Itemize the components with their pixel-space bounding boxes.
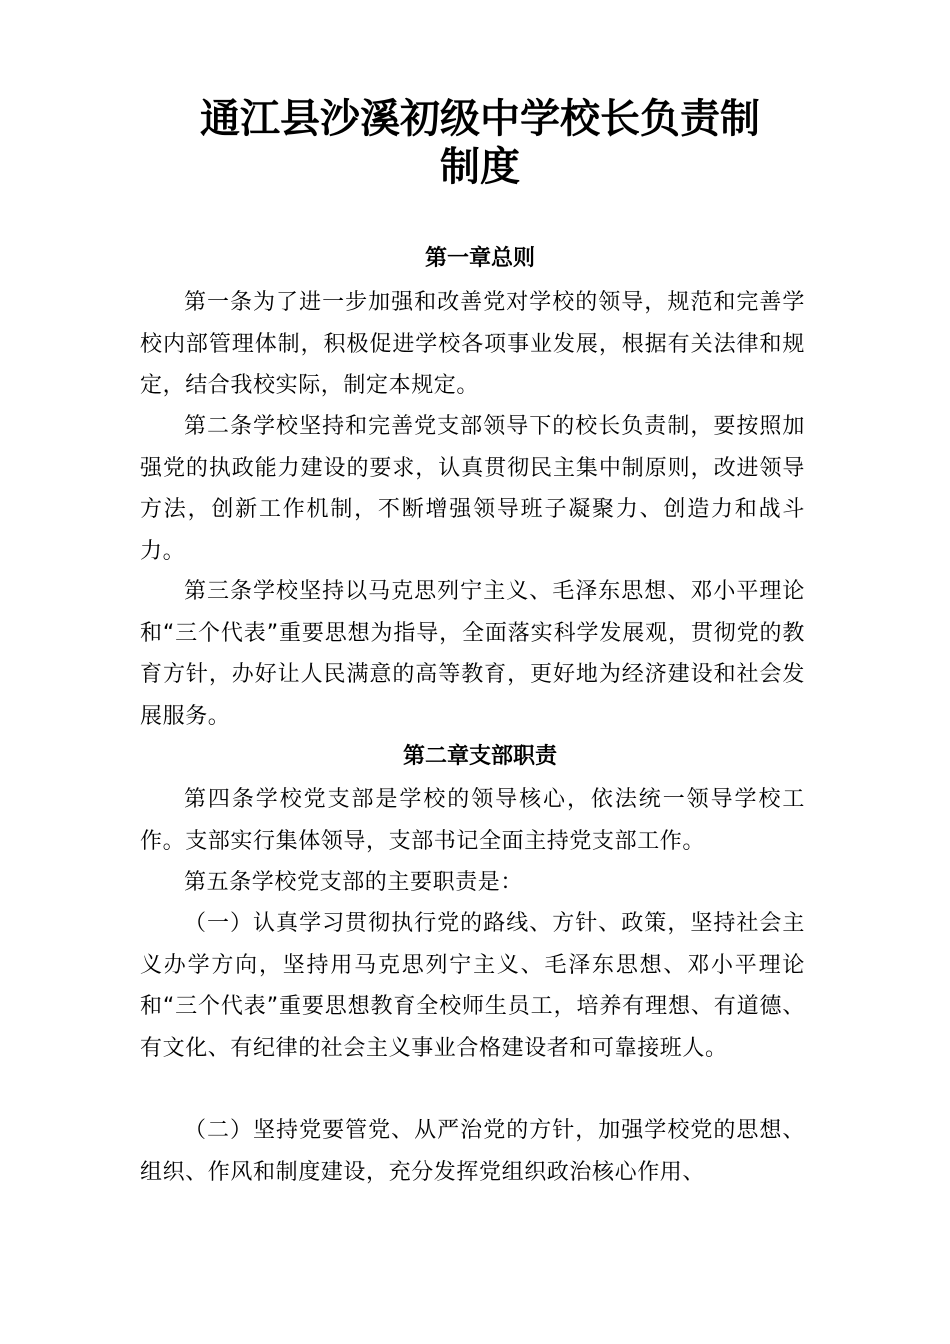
- chapter2-article4: 第四条学校党支部是学校的领导核心，依法统一领导学校工作。支部实行集体领导，支部书记全面主持党支部工作。: [140, 787, 805, 854]
- document-title-line2: 制度: [440, 144, 520, 190]
- document-title-line1: 通江县沙溪初级中学校长负责制: [200, 96, 760, 142]
- chapter1-article1: 第一条为了进一步加强和改善党对学校的领导，规范和完善学校内部管理体制，积极促进学校各项事业发展，根据有关法律和规定，结合我校实际，制定本规定。: [140, 290, 805, 398]
- chapter2-article5: 第五条学校党支部的主要职责是：: [184, 870, 524, 895]
- chapter2-item2: （二）坚持党要管党、从严治党的方针，加强学校党的思想、组织、作风和制度建设，充分发挥党组织政治核心作用、: [140, 1118, 805, 1185]
- chapter2-heading: 第二章支部职责: [402, 744, 557, 769]
- chapter1-article3: 第三条学校坚持以马克思列宁主义、毛泽东思想、邓小平理论和“三个代表”重要思想为指导，全面落实科学发展观，贯彻党的教育方针，办好让人民满意的高等教育，更好地为经济建设和社会发展服务。: [140, 579, 805, 729]
- chapter2-item1: （一）认真学习贯彻执行党的路线、方针、政策，坚持社会主义办学方向，坚持用马克思列宁主义、毛泽东思想、邓小平理论和“三个代表”重要思想教育全校师生员工，培养有理想、有道德、有文化、有纪律的社会主义事业合格建设者和可靠接班人。: [140, 911, 805, 1061]
- chapter1-heading: 第一章总则: [424, 246, 535, 271]
- chapter1-article2: 第二条学校坚持和完善党支部领导下的校长负责制，要按照加强党的执政能力建设的要求，认真贯彻民主集中制原则，改进领导方法，创新工作机制，不断增强领导班子凝聚力、创造力和战斗力。: [140, 414, 805, 564]
